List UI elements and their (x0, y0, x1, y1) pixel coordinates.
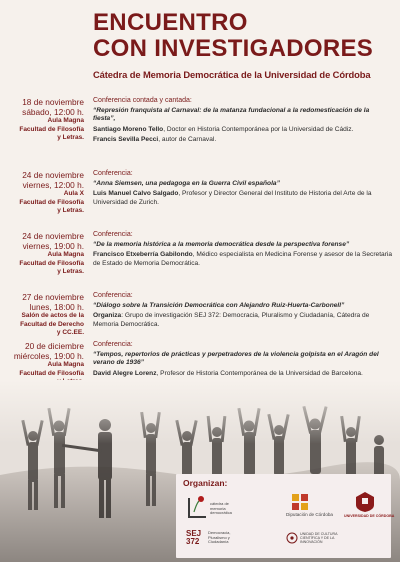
speaker-name: Luis Manuel Calvo Salgado (93, 190, 179, 198)
catedra-logo (186, 492, 244, 524)
sej-text: Democracia, Pluralismo y Ciudadanía (208, 530, 231, 545)
event-time: viernes, 12:00 h. (22, 180, 84, 190)
event-speaker (93, 190, 393, 207)
speaker-bio: , Doctor en Historia Contemporánea por la Universidad de Cádiz. (163, 125, 354, 133)
event-details (93, 231, 393, 268)
speaker-name: Santiago Moreno Tello (93, 125, 164, 133)
event-time: sábado, 12:00 h. (22, 107, 84, 117)
universidad-logo-text: UNIVERSIDAD DE CÓRDOBA (344, 514, 395, 518)
unidad-cultura-text: UNIDAD DE CULTURA CIENTÍFICA Y DE LA INNOVACIÓN (300, 532, 338, 545)
universidad-logo (344, 492, 395, 526)
event-date: 27 de noviembre (22, 292, 84, 302)
event-date: 20 de diciembre (24, 341, 84, 351)
event-details (93, 170, 393, 207)
event-speaker (93, 312, 393, 329)
event-talk-title: “Tempos, repertorios de prácticas y perpetradores de la violencia golpista en el Aragón del verano de 1936” (93, 350, 379, 367)
speaker-bio: , Médico especialista en Medicina Forense y asesor de la Secretaria de Estado de Memoria Democrática. (93, 251, 393, 267)
event-talk-title: “De la memoria histórica a la memoria democrática desde la perspectiva forense” (93, 240, 350, 248)
speaker-bio: , Profesor de Historia Contemporánea de la Universidad de Barcelona. (156, 369, 363, 377)
event-place-3: y Letras. (57, 268, 84, 276)
event-type: Conferencia: (93, 292, 133, 299)
title-line-1: ENCUENTRO (93, 9, 248, 36)
event-when-where (4, 170, 84, 216)
event-place-3: y Letras. (57, 207, 84, 215)
event-speaker (93, 251, 393, 268)
event-place-1: Aula Magna (47, 117, 84, 124)
title-line-2: CON INVESTIGADORES (93, 35, 374, 62)
event-place-2: Facultad de Filosofía (19, 259, 84, 267)
catedra-emblem-icon (186, 494, 208, 520)
event-date: 18 de noviembre (22, 97, 84, 107)
universidad-crest-icon (356, 492, 374, 512)
event-type: Conferencia contada y cantada: (93, 97, 192, 104)
event-place-1: Aula X (63, 190, 84, 197)
diputacion-logo-text: Diputación de Córdoba (286, 512, 333, 517)
event-place-2: Facultad de Filosofía (19, 369, 84, 377)
event-details (93, 97, 393, 145)
event-talk-title: “Anna Siemsen, una pedagoga en la Guerra Civil española” (93, 179, 280, 187)
event-talk-title: “Diálogo sobre la Transición Democrática con Alejandro Ruiz-Huerta-Carbonell” (93, 301, 345, 309)
event-when-where (4, 97, 84, 143)
diputacion-logo (286, 494, 334, 524)
speaker-bio: , autor de Carnaval. (158, 136, 217, 144)
event-place-1: Aula Magna (47, 251, 84, 258)
speaker-bio: : Grupo de investigación SEJ 372: Democracia, Pluralismo y Ciudadanía, Cátedra de Memoria Democrática. (93, 312, 370, 328)
event-place-2: Facultad de Filosofía (19, 198, 84, 206)
organizers-label: Organizan: (183, 478, 228, 488)
speaker-name: Organiza (93, 312, 122, 320)
speaker-name: David Alegre Lorenz (93, 369, 157, 377)
page-title (93, 10, 393, 62)
event-speaker (93, 370, 393, 379)
event-date: 24 de noviembre (22, 170, 84, 180)
speaker-name: Francisco Etxeberría Gabilondo (93, 251, 193, 259)
speaker-bio: , Profesor y Director General del Instituto de Historia del Arte de la Universidad de Zurich. (93, 190, 372, 206)
event-time: miércoles, 19:00 h. (13, 351, 84, 361)
diputacion-emblem-icon (292, 494, 308, 510)
event-speaker (93, 126, 393, 135)
subtitle: Cátedra de Memoria Democrática de la Universidad de Córdoba (93, 69, 371, 80)
event-place-1: Aula Magna (47, 361, 84, 368)
event-place-2: Facultad de Derecho (20, 320, 84, 328)
event-place-3: y Letras. (57, 134, 84, 142)
speaker-name: Francis Sevilla Pecci (93, 136, 159, 144)
event-time: viernes, 19:00 h. (22, 241, 84, 251)
event-place-2: Facultad de Filosofía (19, 125, 84, 133)
event-type: Conferencia: (93, 231, 133, 238)
event-type: Conferencia: (93, 341, 133, 348)
sej-number: SEJ 372 (186, 529, 202, 546)
sej-logo (186, 528, 246, 554)
event-place-1: Salón de actos de la (21, 312, 84, 319)
unidad-cultura-icon (286, 532, 298, 544)
unidad-cultura-logo (286, 530, 346, 554)
event-type: Conferencia: (93, 170, 133, 177)
event-when-where (4, 292, 84, 338)
event-talk-title: “Represión franquista al Carnaval: de la matanza fundacional a la redomesticación de la fiesta”, (93, 106, 370, 123)
event-time: lunes, 18:00 h. (29, 302, 84, 312)
event-when-where (4, 231, 84, 277)
event-place-3: y CC.EE. (56, 329, 84, 337)
event-details (93, 341, 393, 378)
event-speaker (93, 136, 393, 145)
event-date: 24 de noviembre (22, 231, 84, 241)
event-details (93, 292, 393, 329)
catedra-logo-text: cátedra de memoria democrática (210, 501, 232, 516)
